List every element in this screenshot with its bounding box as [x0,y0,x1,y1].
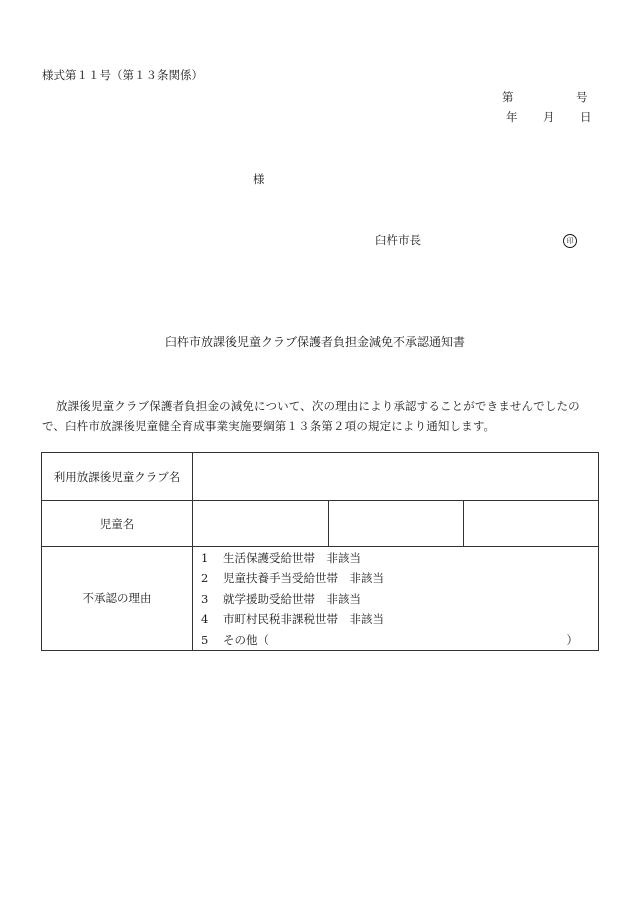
table-row-child [42,501,599,547]
body-text: 放課後児童クラブ保護者負担金の減免について、次の理由により承認することができませんでしたので、臼杵市放課後児童健全育成事業実施要綱第１３条第２項の規定により通知します。 [42,399,580,433]
reason-text: 市町村民税非課税世帯 非該当 [223,612,384,627]
reason-number: 2 [201,571,209,586]
club-name-label: 利用放課後児童クラブ名 [42,453,193,501]
reason-text: 生活保護受給世帯 非該当 [223,551,361,565]
reason-number: 4 [201,612,209,627]
child-name-field-1 [193,501,329,547]
document-number-label: 第 [502,90,514,104]
reason-text: 児童扶養手当受給世帯 非該当 [223,571,384,586]
document-number-suffix: 号 [576,90,588,104]
form-number: 様式第１１号（第１３条関係） [42,68,203,82]
reason-number: 3 [201,591,209,606]
list-item [201,630,598,650]
list-item [201,548,598,568]
list-item [201,609,598,629]
date-year-label: 年 [506,110,518,124]
reason-list-cell [193,547,599,651]
addressee-honorific: 様 [253,172,265,186]
reason-list [193,547,598,650]
document-title: 臼杵市放課後児童クラブ保護者負担金減免不承認通知書 [164,335,465,349]
list-item [201,568,598,588]
issuer-name: 臼杵市長 [375,233,421,247]
reason-other-text: その他（ [223,632,269,647]
list-item [201,589,598,609]
club-name-field [193,453,599,501]
reason-label: 不承認の理由 [42,547,193,651]
reason-other [223,630,598,650]
reason-number: 5 [201,632,209,647]
child-name-label: 児童名 [42,501,193,547]
child-name-field-2 [329,501,464,547]
reason-number: 1 [201,551,209,565]
reason-other-close: ） [566,632,579,647]
date-month-label: 月 [543,110,555,124]
reason-text: 就学援助受給世帯 非該当 [223,591,361,606]
seal-icon: 印 [563,234,577,248]
notice-form-table [41,452,599,651]
child-name-field-3 [464,501,599,547]
table-row-club [42,453,599,501]
table-row-reason [42,547,599,651]
date-day-label: 日 [580,110,592,124]
